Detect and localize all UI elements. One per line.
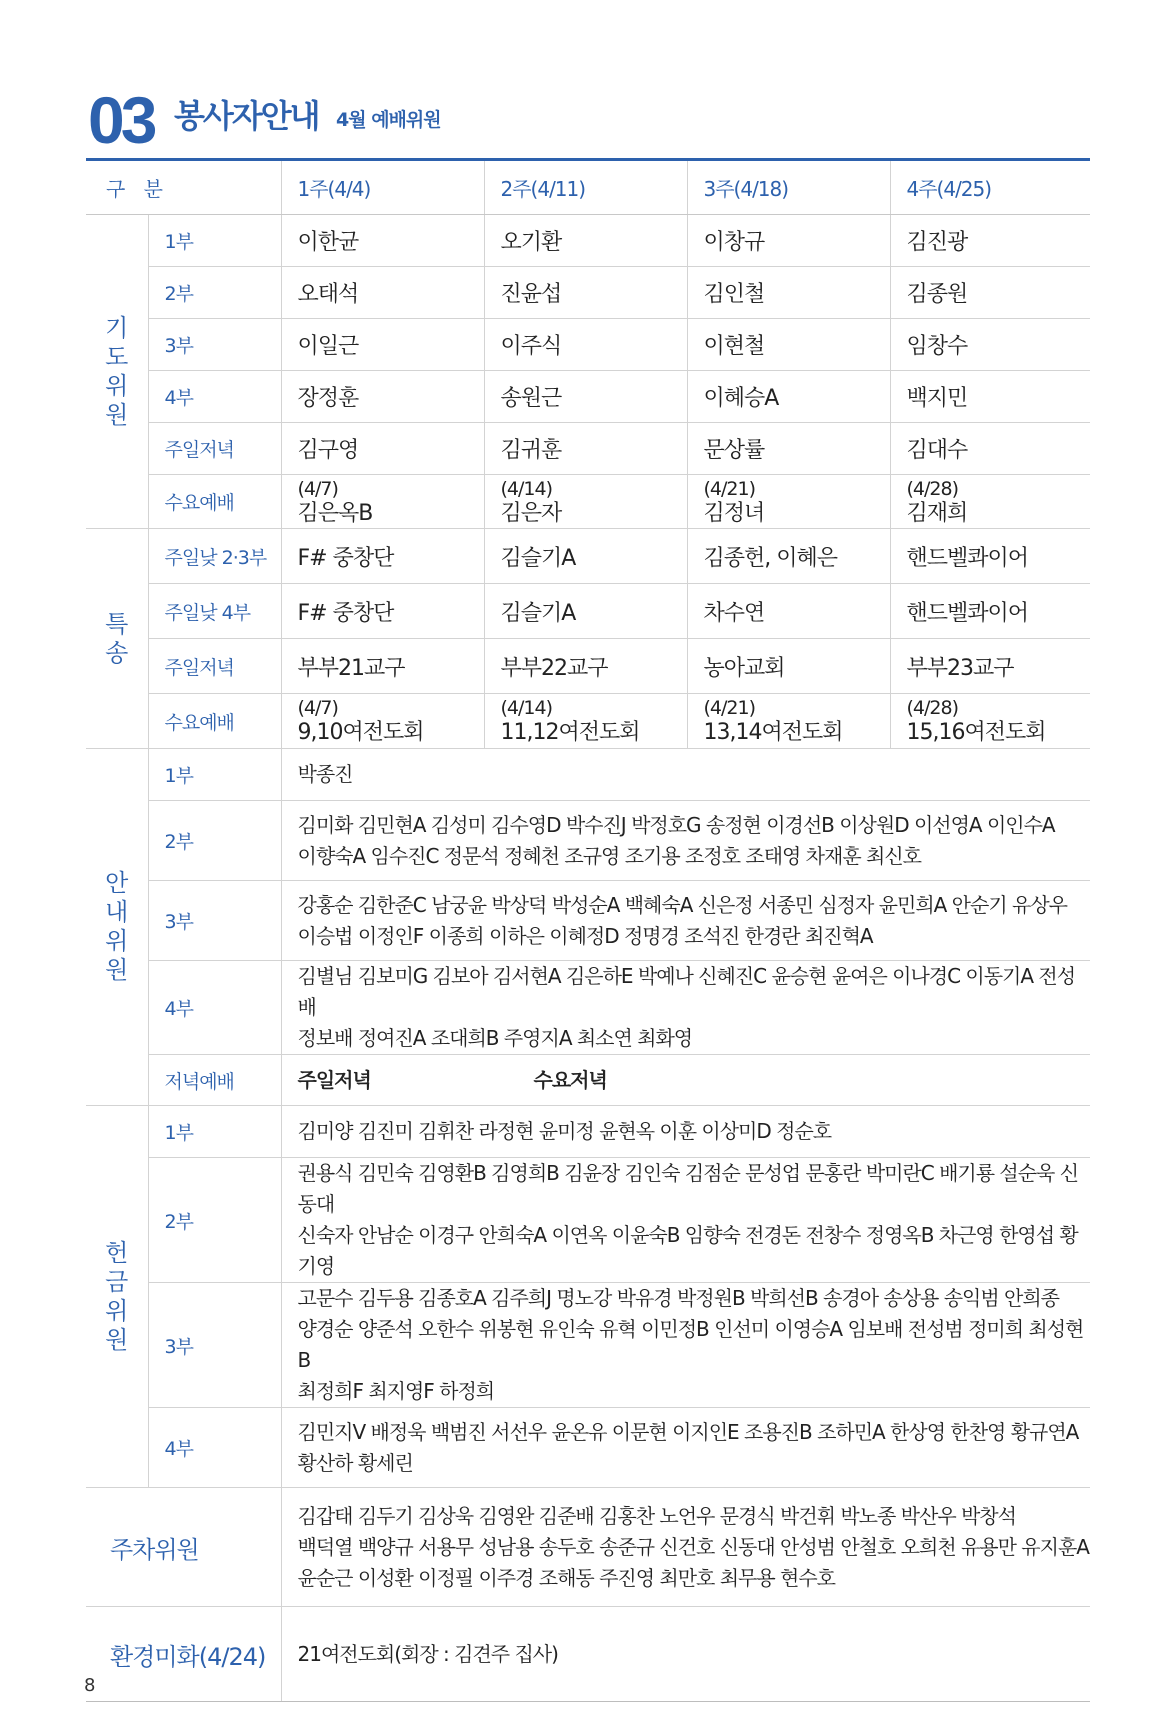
table-row <box>86 801 1090 881</box>
row-label: 2부 <box>148 267 281 319</box>
row-label: 3부 <box>148 319 281 371</box>
table-row <box>86 1488 1090 1607</box>
names-line: 정보배 정여진A 조대희B 주영지A 최소연 최화영 <box>297 1026 693 1050</box>
table-cell <box>890 475 1090 529</box>
table-cell: 이한균 <box>281 215 484 267</box>
row-label: 4부 <box>148 961 281 1055</box>
row-label: 수요예배 <box>148 475 281 529</box>
row-label: 저녁예배 <box>148 1055 281 1106</box>
table-row <box>86 215 1090 267</box>
table-cell: 진윤섭 <box>484 267 687 319</box>
names-line: 김갑태 김두기 김상욱 김영완 김준배 김홍찬 노언우 문경식 박건휘 박노종 박산우 박창석 <box>297 1503 1016 1528</box>
table-cell: 핸드벨콰이어 <box>890 529 1090 584</box>
table-cell <box>281 475 484 529</box>
section-title: 봉사자안내 <box>174 97 319 135</box>
table-cell: 오기환 <box>484 215 687 267</box>
names-line: 최정희F 최지영F 하정희 <box>297 1379 495 1403</box>
section-subtitle: 4월 예배위원 <box>336 109 441 131</box>
names-line: 김미양 김진미 김휘찬 라정현 윤미정 윤현옥 이훈 이상미D 정순호 <box>297 1119 832 1143</box>
table-cell: 장정훈 <box>281 371 484 423</box>
table-cell <box>484 694 687 749</box>
table-cell: 임창수 <box>890 319 1090 371</box>
table-header-row <box>86 160 1090 215</box>
names-line: 고문수 김두용 김종호A 김주희J 명노강 박유경 박정원B 박희선B 송경아 송상용 송익범 안희종 <box>297 1286 1059 1310</box>
table-row <box>86 1607 1090 1702</box>
table-cell: 농아교회 <box>687 639 890 694</box>
row-label: 주일저녁 <box>148 423 281 475</box>
cell-date: (4/14) <box>500 697 552 719</box>
names-line: 김별님 김보미G 김보아 김서현A 김은하E 박예나 신혜진C 윤승현 윤여은 이나경C 이동기A 전성배 <box>297 964 1076 1019</box>
cell-name: 9,10여전도회 <box>297 720 424 745</box>
cell-name: 11,12여전도회 <box>500 720 640 745</box>
category-environment: 환경미화(4/24) <box>86 1607 281 1702</box>
names-line: 박종진 <box>297 762 353 786</box>
cell-name: 김은옥B <box>297 500 373 526</box>
table-cell: 김귀훈 <box>484 423 687 475</box>
table-row <box>86 584 1090 639</box>
names-line: 양경순 양준석 오한수 위봉현 유인숙 유혁 이민정B 인선미 이영승A 임보배 전성범 정미희 최성현B <box>297 1317 1084 1372</box>
cell-name: 15,16여전도회 <box>906 720 1046 745</box>
header-week-2: 2주(4/11) <box>484 160 687 215</box>
table-cell: 이현철 <box>687 319 890 371</box>
names-cell <box>281 801 1090 881</box>
cell-date: (4/28) <box>906 477 958 500</box>
cell-date: (4/28) <box>906 697 958 719</box>
table-cell: 김슬기A <box>484 584 687 639</box>
category-usher: 안 내 위 원 <box>86 749 148 1106</box>
table-row <box>86 639 1090 694</box>
category-special: 특 송 <box>86 529 148 749</box>
cell-name: 김은자 <box>500 500 562 526</box>
table-cell: 이주식 <box>484 319 687 371</box>
table-cell: 김종원 <box>890 267 1090 319</box>
table-cell: 송원근 <box>484 371 687 423</box>
table-cell: 김슬기A <box>484 529 687 584</box>
header-week-3: 3주(4/18) <box>687 160 890 215</box>
table-cell: 이창규 <box>687 215 890 267</box>
names-cell <box>281 961 1090 1055</box>
row-label: 4부 <box>148 371 281 423</box>
table-cell: 부부23교구 <box>890 639 1090 694</box>
table-row <box>86 423 1090 475</box>
table-cell <box>281 694 484 749</box>
evening-wednesday-label: 수요저녁 <box>533 1067 607 1092</box>
row-label: 3부 <box>148 881 281 961</box>
table-cell: 이일근 <box>281 319 484 371</box>
names-cell <box>281 749 1090 801</box>
table-row <box>86 694 1090 749</box>
names-line: 권용식 김민숙 김영환B 김영희B 김윤장 김인숙 김점순 문성업 문홍란 박미란C 배기룡 설순욱 신동대 <box>297 1161 1079 1216</box>
table-row <box>86 1283 1090 1408</box>
table-cell: 김인철 <box>687 267 890 319</box>
row-label: 1부 <box>148 215 281 267</box>
table-cell: 오태석 <box>281 267 484 319</box>
category-offering: 헌 금 위 원 <box>86 1106 148 1488</box>
row-label: 주일저녁 <box>148 639 281 694</box>
names-line: 김미화 김민현A 김성미 김수영D 박수진J 박정호G 송정현 이경선B 이상원D 이선영A 이인수A <box>297 812 1055 837</box>
names-line: 강홍순 김한준C 남궁윤 박상덕 박성순A 백혜숙A 신은정 서종민 심정자 윤민희A 안순기 유상우 <box>297 892 1067 917</box>
table-cell: 차수연 <box>687 584 890 639</box>
table-row <box>86 961 1090 1055</box>
row-label: 4부 <box>148 1408 281 1488</box>
cell-date: (4/7) <box>297 697 338 719</box>
row-label: 1부 <box>148 1106 281 1158</box>
table-cell: F# 중창단 <box>281 529 484 584</box>
names-line: 윤순근 이성환 이정필 이주경 조해동 주진영 최만호 최무용 현수호 <box>297 1565 835 1590</box>
table-row <box>86 1106 1090 1158</box>
category-prayer: 기 도 위 원 <box>86 215 148 529</box>
header-week-4: 4주(4/25) <box>890 160 1090 215</box>
names-cell <box>281 1106 1090 1158</box>
table-cell: 김종헌, 이혜은 <box>687 529 890 584</box>
row-label: 주일낮 2·3부 <box>148 529 281 584</box>
cell-name: 김재희 <box>906 500 968 526</box>
table-row <box>86 881 1090 961</box>
environment-text: 21여전도회(회장 : 김견주 집사) <box>297 1641 558 1666</box>
names-line: 이승법 이정인F 이종희 이하은 이혜정D 정명경 조석진 한경란 최진혁A <box>297 923 873 948</box>
table-cell: 백지민 <box>890 371 1090 423</box>
cell-date: (4/21) <box>703 477 755 500</box>
header-category: 구 분 <box>86 160 281 215</box>
names-cell <box>281 1408 1090 1488</box>
table-row <box>86 371 1090 423</box>
table-row <box>86 1055 1090 1106</box>
row-label: 수요예배 <box>148 694 281 749</box>
table-cell: 핸드벨콰이어 <box>890 584 1090 639</box>
cell-date: (4/7) <box>297 477 338 500</box>
row-label: 3부 <box>148 1283 281 1408</box>
volunteer-schedule-table <box>86 158 1090 1702</box>
table-row <box>86 529 1090 584</box>
header-week-1: 1주(4/4) <box>281 160 484 215</box>
names-cell <box>281 1607 1090 1702</box>
names-cell <box>281 1158 1090 1283</box>
row-label: 주일낮 4부 <box>148 584 281 639</box>
row-label: 2부 <box>148 801 281 881</box>
evening-sunday-label: 주일저녁 <box>297 1067 371 1092</box>
page-number: 8 <box>84 1675 96 1696</box>
table-cell: F# 중창단 <box>281 584 484 639</box>
table-row <box>86 319 1090 371</box>
table-cell <box>687 694 890 749</box>
table-cell <box>484 475 687 529</box>
cell-name: 김정녀 <box>703 500 765 526</box>
section-number: 03 <box>88 83 154 157</box>
names-line: 김민지V 배정욱 백범진 서선우 윤온유 이문현 이지인E 조용진B 조하민A 한상영 한찬영 황규연A <box>297 1419 1079 1444</box>
table-cell: 문상률 <box>687 423 890 475</box>
table-cell: 김진광 <box>890 215 1090 267</box>
table-row <box>86 1158 1090 1283</box>
table-cell: 이혜승A <box>687 371 890 423</box>
table-cell: 김대수 <box>890 423 1090 475</box>
names-line: 황산하 황세린 <box>297 1450 413 1475</box>
names-cell <box>281 1283 1090 1408</box>
names-line: 백덕열 백양규 서용무 성남용 송두호 송준규 신건호 신동대 안성범 안철호 오희천 유용만 유지훈A <box>297 1534 1089 1559</box>
table-cell: 김구영 <box>281 423 484 475</box>
table-cell: 부부21교구 <box>281 639 484 694</box>
names-cell <box>281 1055 1090 1106</box>
names-line: 신숙자 안남순 이경구 안희숙A 이연옥 이윤숙B 임향숙 전경돈 전창수 정영옥B 차근영 한영섭 황기영 <box>297 1223 1078 1278</box>
cell-date: (4/21) <box>703 697 755 719</box>
category-parking: 주차위원 <box>86 1488 281 1607</box>
table-cell <box>890 694 1090 749</box>
cell-name: 13,14여전도회 <box>703 720 843 745</box>
cell-date: (4/14) <box>500 477 552 500</box>
table-cell: 부부22교구 <box>484 639 687 694</box>
table-row <box>86 267 1090 319</box>
row-label: 2부 <box>148 1158 281 1283</box>
names-cell <box>281 881 1090 961</box>
names-line: 이향숙A 임수진C 정문석 정혜천 조규영 조기용 조정호 조태영 차재훈 최신호 <box>297 843 921 868</box>
table-row <box>86 1408 1090 1488</box>
row-label: 1부 <box>148 749 281 801</box>
names-cell <box>281 1488 1090 1607</box>
table-cell <box>687 475 890 529</box>
table-row <box>86 475 1090 529</box>
table-row <box>86 749 1090 801</box>
